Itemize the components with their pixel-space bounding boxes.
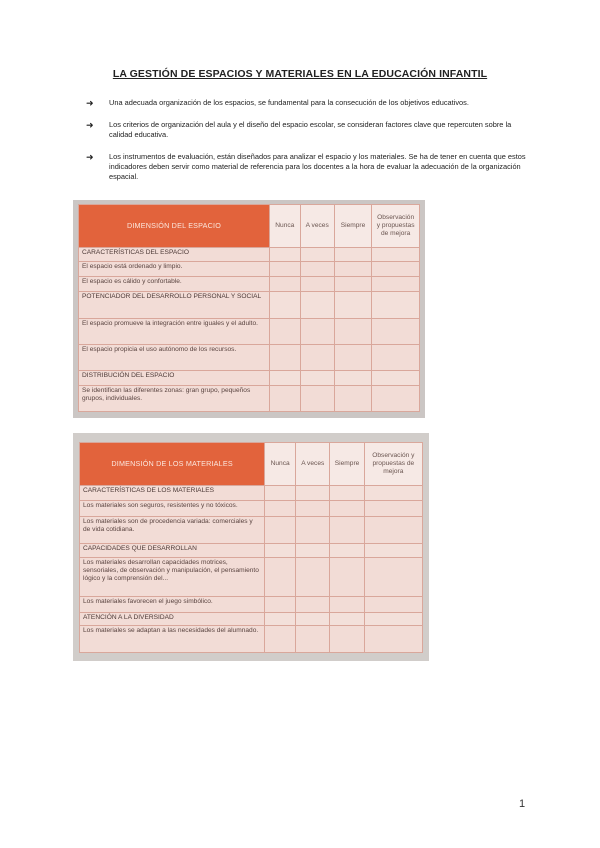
indicator-cell: Los materiales se adaptan a las necesidades del alumnado. — [80, 626, 265, 653]
section-header: DISTRIBUCIÓN DEL ESPACIO — [79, 371, 270, 385]
space-table-photo — [73, 200, 425, 418]
list-item — [86, 120, 526, 140]
section-header: POTENCIADOR DEL DESARROLLO PERSONAL Y SOCIAL — [79, 292, 270, 318]
indicator-cell: El espacio es cálido y confortable. — [79, 277, 270, 292]
indicator-cell: Los materiales favorecen el juego simbólico. — [80, 597, 265, 612]
indicator-cell: Los materiales son de procedencia variada: comerciales y de vida cotidiana. — [80, 517, 265, 544]
column-header: DIMENSIÓN DE LOS MATERIALES — [80, 443, 265, 486]
table-row — [80, 612, 423, 625]
page-number: 1 — [519, 798, 526, 810]
indicator-cell: Se identifican las diferentes zonas: gran grupo, pequeños grupos, individuales. — [79, 385, 270, 411]
column-header: DIMENSIÓN DEL ESPACIO — [79, 205, 270, 248]
bullet-text: Los instrumentos de evaluación, están diseñados para analizar el espacio y los materiales. Se ha de tener en cuenta que estos indicadores deben servir como material de referencia para los docentes a la hora de evaluar la adecuación de la organización espacial. — [109, 152, 526, 181]
table-row — [80, 597, 423, 612]
indicator-cell: Los materiales son seguros, resistentes y no tóxicos. — [80, 500, 265, 516]
column-header: A veces — [300, 205, 334, 248]
table-row — [80, 543, 423, 557]
column-header: Nunca — [265, 443, 296, 486]
arrow-right-icon: ➜ — [86, 120, 94, 130]
materials-evaluation-table — [79, 442, 423, 653]
section-header: CARACTERÍSTICAS DEL ESPACIO — [79, 247, 270, 261]
materials-table-photo — [73, 433, 429, 661]
table-row — [79, 292, 420, 318]
indicator-cell: Los materiales desarrollan capacidades motrices, sensoriales, de observación y manipulación, el pensamiento lógico y la comprensión del... — [80, 558, 265, 597]
arrow-right-icon: ➜ — [86, 98, 94, 108]
table-row — [80, 500, 423, 516]
bullet-text: Los criterios de organización del aula y el diseño del espacio escolar, se consideran factores clave que repercuten sobre la calidad educativa. — [109, 120, 512, 139]
section-header: CAPACIDADES QUE DESARROLLAN — [80, 543, 265, 557]
indicator-cell: El espacio promueve la integración entre iguales y el adulto. — [79, 318, 270, 344]
table-row — [80, 517, 423, 544]
column-header: A veces — [296, 443, 330, 486]
table-row — [79, 247, 420, 261]
section-header: CARACTERÍSTICAS DE LOS MATERIALES — [80, 486, 265, 500]
table-row — [80, 486, 423, 500]
column-header: Observación y propuestas de mejora — [364, 443, 422, 486]
column-header: Nunca — [269, 205, 300, 248]
table-row — [79, 277, 420, 292]
column-header: Observación y propuestas de mejora — [372, 205, 420, 248]
table-row — [80, 626, 423, 653]
table-header-row — [79, 205, 420, 248]
table-row — [79, 345, 420, 371]
bullet-list — [86, 98, 526, 194]
list-item — [86, 152, 526, 182]
indicator-cell: El espacio está ordenado y limpio. — [79, 261, 270, 276]
section-header: ATENCIÓN A LA DIVERSIDAD — [80, 612, 265, 625]
space-evaluation-table — [78, 204, 420, 412]
indicator-cell: El espacio propicia el uso autónomo de los recursos. — [79, 345, 270, 371]
table-row — [79, 261, 420, 276]
page-title: LA GESTIÓN DE ESPACIOS Y MATERIALES EN LA EDUCACIÓN INFANTIL — [112, 68, 488, 80]
column-header: Siempre — [330, 443, 364, 486]
table-row — [79, 318, 420, 344]
table-row — [79, 371, 420, 385]
column-header: Siempre — [334, 205, 372, 248]
table-row — [80, 558, 423, 597]
table-row — [79, 385, 420, 411]
bullet-text: Una adecuada organización de los espacios, se fundamental para la consecución de los objetivos educativos. — [109, 98, 469, 107]
table-header-row — [80, 443, 423, 486]
arrow-right-icon: ➜ — [86, 152, 94, 162]
list-item — [86, 98, 526, 108]
